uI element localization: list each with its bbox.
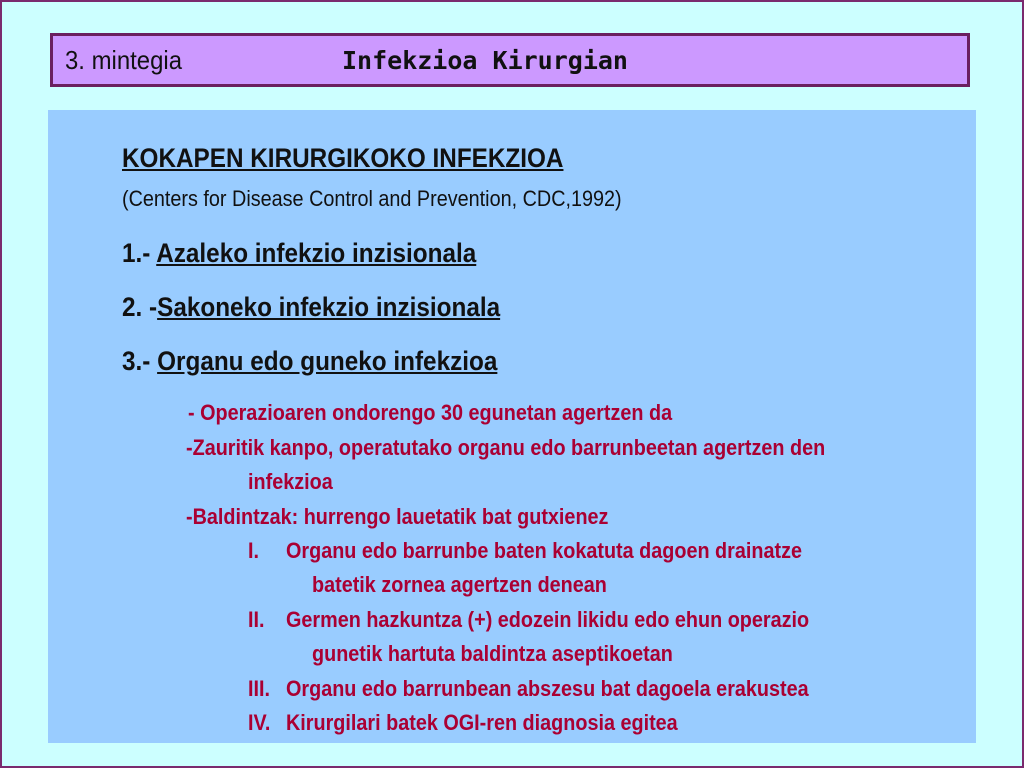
seminar-number: 3. mintegia: [65, 45, 183, 75]
detail-line-2: -Zauritik kanpo, operatutako organu edo barrunbeetan agertzen den: [186, 435, 826, 460]
list-item-text: Organu edo guneko infekzioa: [157, 346, 498, 376]
source-citation: (Centers for Disease Control and Prevention, CDC,1992): [122, 186, 622, 211]
condition-4-line-1: Kirurgilari batek OGI-ren diagnosia egitea: [286, 710, 678, 735]
condition-number-3: III.: [248, 676, 271, 701]
condition-3-line-1: Organu edo barrunbean abszesu bat dagoela erakustea: [286, 676, 809, 701]
condition-number-4: IV.: [248, 710, 271, 735]
detail-line-3: infekzioa: [248, 469, 333, 494]
list-item-text: Sakoneko infekzio inzisionala: [157, 292, 501, 322]
list-item-prefix: 2. -: [122, 292, 158, 322]
condition-number-2: II.: [248, 607, 265, 632]
detail-line-1: - Operazioaren ondorengo 30 egunetan agertzen da: [188, 400, 673, 425]
condition-1-line-1: Organu edo barrunbe baten kokatuta dagoen drainatze: [286, 538, 802, 563]
detail-line-4: -Baldintzak: hurrengo lauetatik bat gutxienez: [186, 504, 609, 529]
list-item-3: [122, 346, 497, 377]
list-item-prefix: 3.-: [122, 346, 158, 376]
list-item-text: Azaleko infekzio inzisionala: [156, 238, 477, 268]
condition-number-1: I.: [248, 538, 260, 563]
slide-title: Infekzioa Kirurgian: [342, 46, 628, 75]
condition-1-line-2: batetik zornea agertzen denean: [312, 572, 607, 597]
condition-2-line-2: gunetik hartuta baldintza aseptikoetan: [312, 641, 673, 666]
section-heading: KOKAPEN KIRURGIKOKO INFEKZIOA: [122, 143, 564, 173]
list-item-prefix: 1.-: [122, 238, 157, 268]
condition-2-line-1: Germen hazkuntza (+) edozein likidu edo ehun operazio: [286, 607, 810, 632]
content-box: [48, 110, 976, 743]
list-item-1: [122, 238, 476, 269]
title-bar: [50, 33, 970, 87]
list-item-2: [122, 292, 500, 323]
